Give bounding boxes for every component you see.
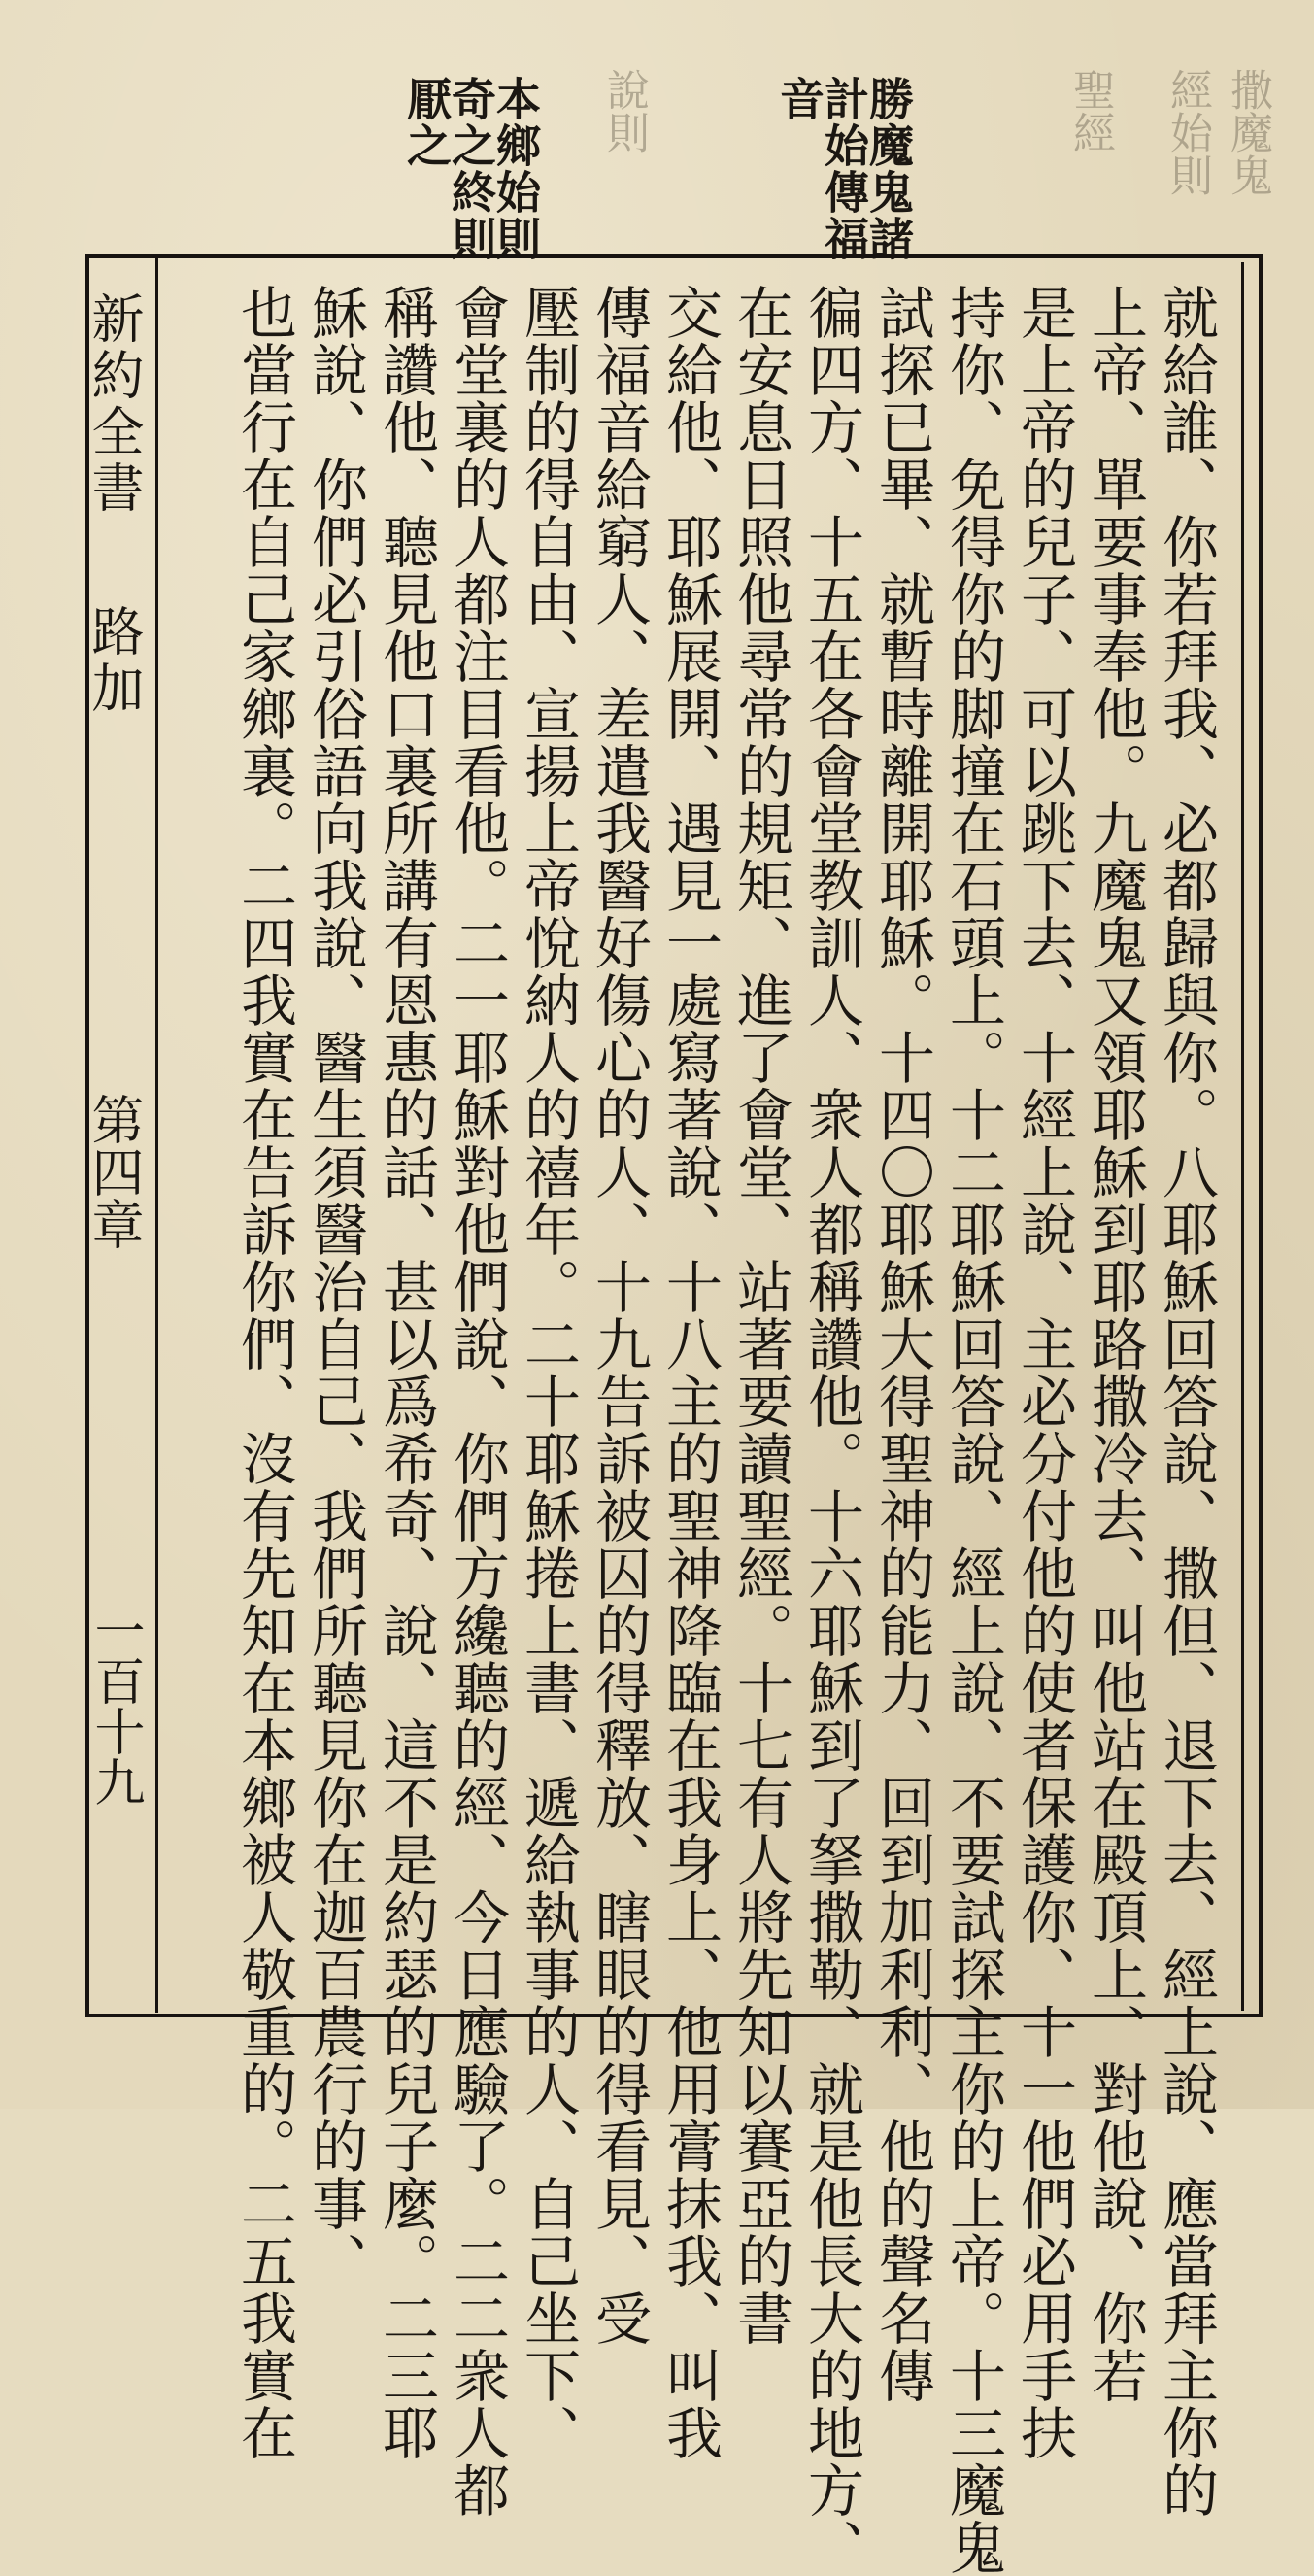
- text-column: 徧四方、十五在各會堂教訓人、衆人都稱讚他。十六耶穌到了拏撒勒、就是他長大的地方、: [798, 284, 864, 2576]
- text-column: 是上帝的兒子、可以跳下去、十經上說、主必分付他的使者保護你、十一他們必用手扶: [1011, 284, 1077, 2461]
- text-column: 壓制的得自由、宣揚上帝悅納人的禧年。二十耶穌捲上書、遞給執事的人、自己坐下、: [515, 284, 581, 2461]
- page-frame-inner-rule: [1241, 262, 1255, 2011]
- bleed-through-text: 說則: [599, 68, 649, 153]
- text-column: 稱讚他、聽見他口裏所講有恩惠的話、甚以爲希奇、說、這不是約瑟的兒子麼。二三耶: [373, 284, 439, 2461]
- header-note: 奇之終則: [445, 76, 497, 262]
- header-note: 本鄉始則: [489, 76, 542, 262]
- bleed-through-text: 聖經: [1065, 68, 1115, 153]
- header-note: 音: [773, 76, 825, 122]
- margin-rule: [155, 258, 158, 2013]
- text-column: 上帝、單要事奉他。九魔鬼又領耶穌到耶路撒冷去、叫他站在殿頂上、對他說、你若: [1082, 284, 1148, 2404]
- header-note: 勝魔鬼諸: [862, 76, 915, 262]
- text-column: 交給他、耶穌展開、遇見一處寫著說、十八主的聖神降臨在我身上、他用膏抹我、叫我: [657, 284, 723, 2461]
- text-column: 傳福音給窮人、差遣我醫好傷心的人、十九告訴被囚的得釋放、瞎眼的得看見、受: [586, 284, 652, 2347]
- bleed-through-text: 撒魔鬼: [1223, 68, 1272, 196]
- text-column: 就給誰、你若拜我、必都歸與你。八耶穌回答說、撒但、退下去、經上說、應當拜主你的: [1153, 284, 1219, 2519]
- header-note: 厭之: [400, 76, 453, 169]
- text-column: 穌說、你們必引俗語向我說、醫生須醫治自己、我們所聽見你在迦百農行的事、: [302, 284, 368, 2289]
- page-number: 一百十九: [85, 1605, 144, 1807]
- text-column: 在安息日照他尋常的規矩、進了會堂、站著要讀聖經。十七有人將先知以賽亞的書: [727, 284, 793, 2347]
- chapter-label: 第四章: [84, 1093, 145, 1250]
- book-name: 路加: [84, 604, 145, 717]
- text-column: 持你、免得你的脚撞在石頭上。十二耶穌回答說、經上說、不要試探主你的上帝。十三魔鬼: [940, 284, 1006, 2576]
- text-column: 也當行在自己家鄉裏。二四我實在告訴你們、沒有先知在本鄉被人敬重的。二五我實在: [231, 284, 297, 2461]
- text-column: 試探已畢、就暫時離開耶穌。十四〇耶穌大得聖神的能力、回到加利利、他的聲名傳: [869, 284, 935, 2404]
- book-title: [84, 291, 145, 923]
- book-title-text: 新約全書: [84, 291, 145, 517]
- text-column: 會堂裏的人都注目看他。二一耶穌對他們說、你們方纔聽的經、今日應驗了。二二衆人都: [444, 284, 510, 2519]
- header-note: 計始傳福: [818, 76, 870, 262]
- bleed-through-text: 經始則: [1162, 68, 1212, 196]
